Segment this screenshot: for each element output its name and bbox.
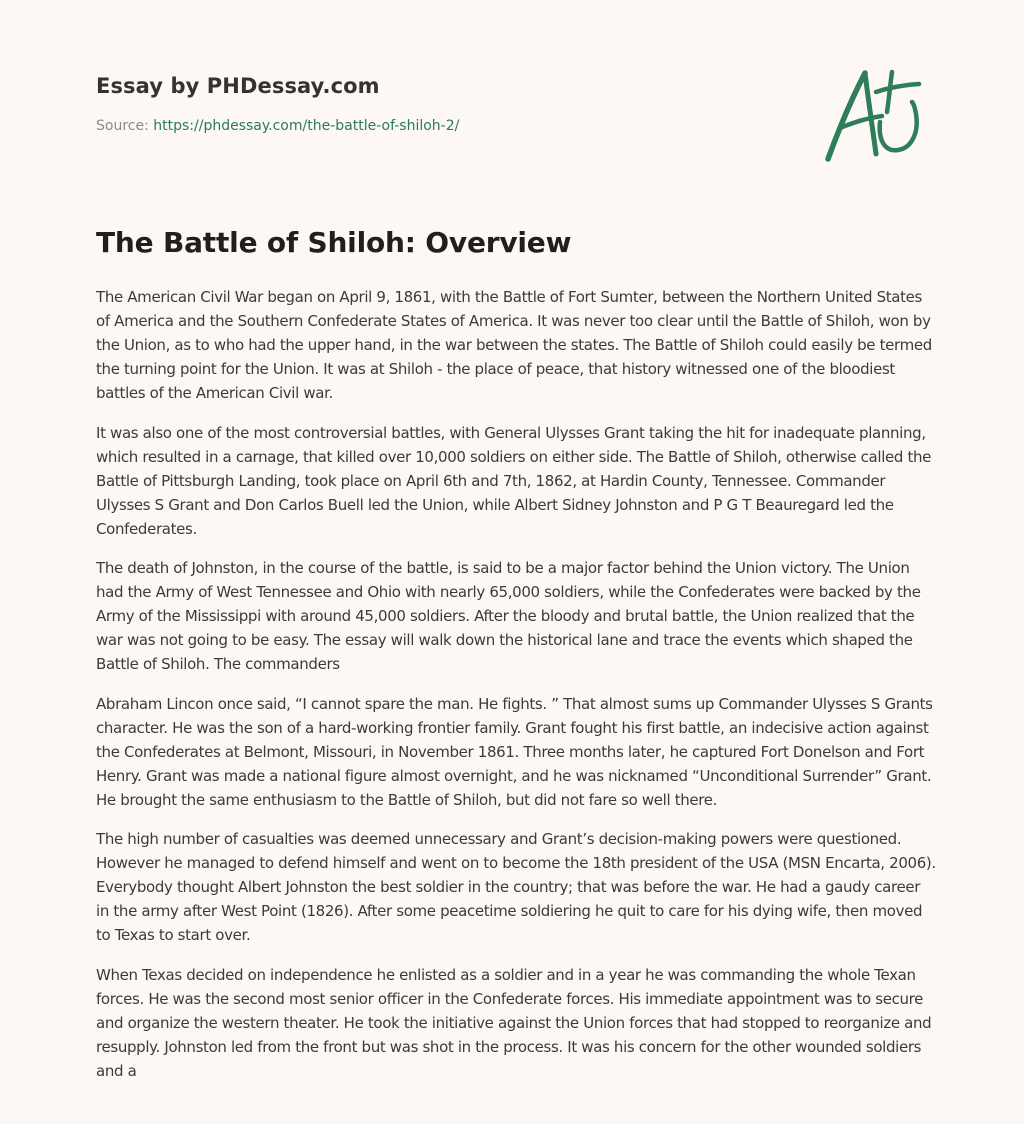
article-paragraph: The death of Johnston, in the course of the battle, is said to be a major factor behind the Union victory. The Union had the Army of West Tennessee and Ohio with nearly 65,000 soldiers, while the Confederates were backed by the Army of the Mississippi with around 45,000 soldiers. After the bloody and brutal battle, the Union realized that the war was not going to be easy. The essay will walk down the historical lane and trace the events which shaped the Battle of Shiloh. The commanders (96, 559, 921, 674)
source-link[interactable]: https://phdessay.com/the-battle-of-shiloh-2/ (153, 118, 460, 134)
article-paragraph: Abraham Lincon once said, “I cannot spare the man. He fights. ” That almost sums up Commander Ulysses S Grants character. He was the son of a hard-working frontier family. Grant fought his first battle, an indecisive action against the Confederates at Belmont, Missouri, in November 1861. Three months later, he captured Fort Donelson and Fort Henry. Grant was made a national figure almost overnight, and he was nicknamed “Unconditional Surrender” Grant. He brought the same enthusiasm to the Battle of Shiloh, but did not fare so well there. (96, 694, 933, 809)
brand-title: Essay by PHDessay.com (96, 74, 380, 98)
source-label: Source: (96, 118, 154, 134)
article-paragraph: The high number of casualties was deemed unnecessary and Grant’s decision-making powers were questioned. However he managed to defend himself and went on to become the 18th president of the USA (MSN Encarta, 2006). Everybody thought Albert Johnston the best soldier in the country; that was before the war. He had a gaudy career in the army after West Point (1826). After some peacetime soldiering he quit to care for his dying wife, then moved to Texas to start over. (96, 830, 936, 945)
article-body (96, 285, 936, 1099)
article-paragraph: It was also one of the most controversial battles, with General Ulysses Grant taking the hit for inadequate planning, which resulted in a carnage, that killed over 10,000 soldiers on either side. The Battle of Shiloh, otherwise called the Battle of Pittsburgh Landing, took place on April 6th and 7th, 1862, at Hardin County, Tennessee. Commander Ulysses S Grant and Don Carlos Buell led the Union, while Albert Sidney Johnston and P G T Beauregard led the Confederates. (96, 423, 932, 538)
article-paragraph: When Texas decided on independence he enlisted as a soldier and in a year he was commanding the whole Texan forces. He was the second most senior officer in the Confederate forces. His immediate appointment was to secure and organize the western theater. He took the initiative against the Union forces that had stopped to reorganize and resupply. Johnston led from the front but was shot in the process. It was his concern for the other wounded soldiers and a (96, 965, 932, 1080)
a-plus-logo-icon (820, 64, 930, 168)
essay-header (96, 74, 696, 134)
article-title: The Battle of Shiloh: Overview (96, 226, 572, 259)
source-line (96, 118, 696, 134)
article-paragraph: The American Civil War began on April 9, 1861, with the Battle of Fort Sumter, between the Northern United States of America and the Southern Confederate States of America. It was never too clear until the Battle of Shiloh, won by the Union, as to who had the upper hand, in the war between the states. The Battle of Shiloh could easily be termed the turning point for the Union. It was at Shiloh - the place of peace, that history witnessed one of the bloodiest battles of the American Civil war. (96, 288, 932, 402)
